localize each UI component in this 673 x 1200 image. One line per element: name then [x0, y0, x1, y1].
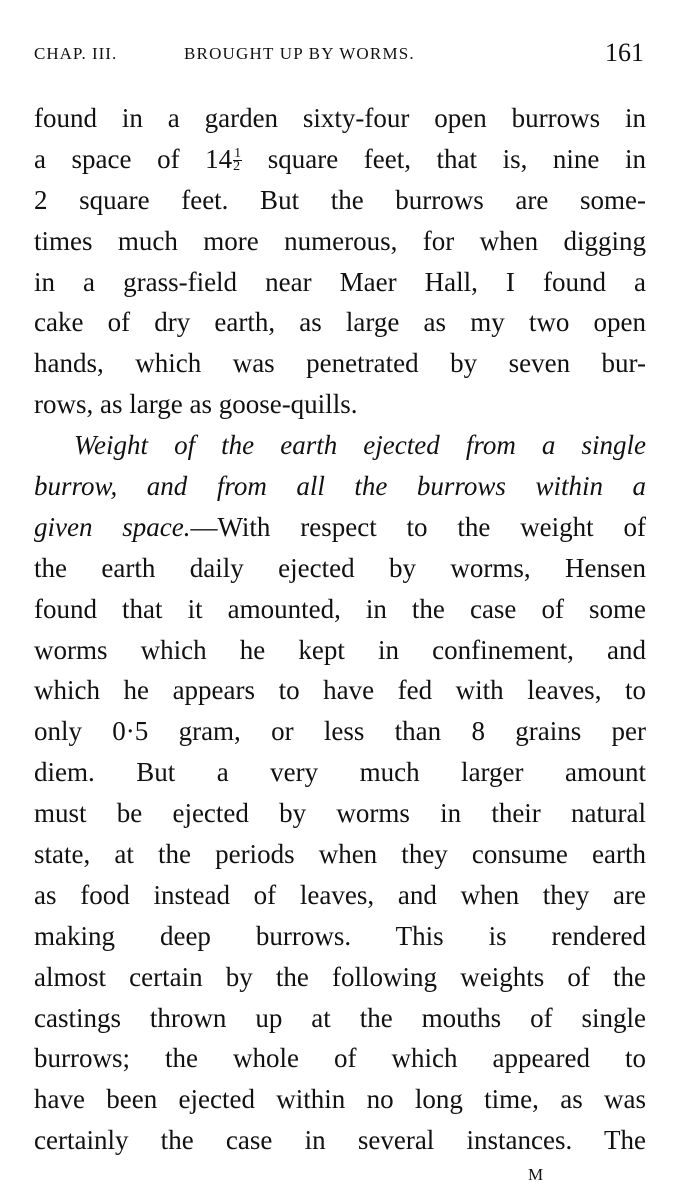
section-heading-line: burrow, and from all the burrows within a — [34, 471, 646, 502]
running-title: BROUGHT UP BY WORMS. — [184, 44, 415, 63]
fraction-numerator: 1 — [234, 145, 242, 161]
text-line: times much more numerous, for when digging — [34, 225, 646, 256]
text-line: must be ejected by worms in their natural — [34, 798, 646, 829]
fraction-denominator: 2 — [233, 158, 241, 174]
text-line: castings thrown up at the mouths of single — [34, 1002, 646, 1033]
text-fragment: —With respect to the weight of — [190, 511, 646, 542]
text-line — [34, 507, 646, 548]
text-line: as food instead of leaves, and when they are — [34, 879, 646, 910]
section-heading-line: Weight of the earth ejected from a single — [74, 430, 646, 461]
text-line: have been ejected within no long time, as was — [34, 1084, 646, 1115]
text-line: found in a garden sixty-four open burrows in — [34, 103, 646, 133]
text-line: hands, which was penetrated by seven bur- — [34, 348, 646, 379]
text-line: rows, as large as goose-quills. — [34, 389, 358, 420]
text-line: only 0·5 gram, or less than 8 grains per — [34, 716, 646, 747]
chapter-label: CHAP. III. — [34, 44, 118, 63]
running-header — [34, 38, 644, 74]
text-line — [34, 139, 646, 180]
text-line: burrows; the whole of which appeared to — [34, 1043, 646, 1074]
text-line: certainly the case in several instances. The — [34, 1125, 646, 1156]
page-number: 161 — [605, 38, 644, 67]
body-text — [34, 98, 646, 1161]
text-fragment: square feet, that is, nine in — [242, 143, 646, 174]
signature-mark: M — [528, 1165, 544, 1184]
text-line: which he appears to have fed with leaves, to — [34, 675, 646, 706]
text-line: almost certain by the following weights of the — [34, 961, 646, 992]
text-line: found that it amounted, in the case of some — [34, 593, 646, 624]
text-fragment: a space of 14 — [34, 143, 233, 174]
text-line: 2 square feet. But the burrows are some- — [34, 184, 646, 215]
text-line: cake of dry earth, as large as my two open — [34, 307, 646, 338]
text-line: state, at the periods when they consume earth — [34, 839, 646, 870]
text-line: in a grass-field near Maer Hall, I found a — [34, 266, 646, 297]
text-line: diem. But a very much larger amount — [34, 757, 646, 788]
fraction — [233, 145, 242, 174]
text-line: worms which he kept in confinement, and — [34, 634, 646, 665]
section-heading-fragment: given space. — [34, 511, 191, 542]
text-line: the earth daily ejected by worms, Hensen — [34, 552, 646, 583]
text-line: making deep burrows. This is rendered — [34, 920, 646, 951]
